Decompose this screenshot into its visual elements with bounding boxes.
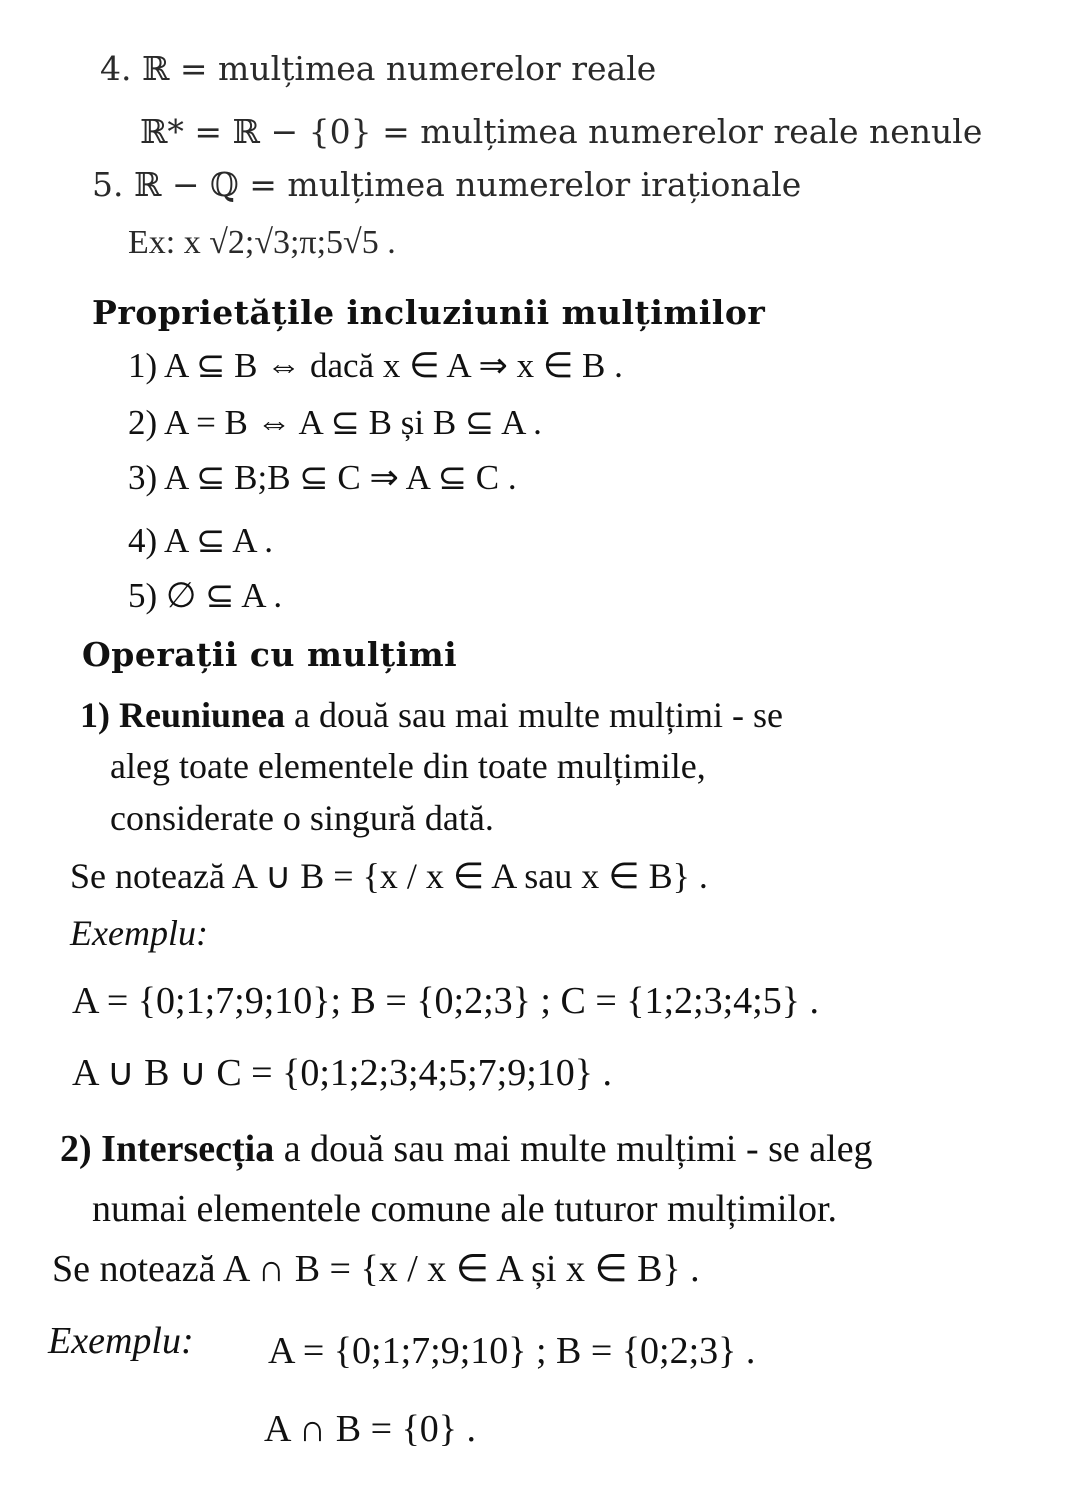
union-definition-rest: a două sau mai multe mulțimi - se [294, 695, 783, 735]
intersection-number: 2) [60, 1128, 92, 1170]
intersection-example-label: Exemplu: [48, 1320, 194, 1362]
intersection-term: Intersecția [101, 1128, 275, 1170]
heading-inclusion-properties: Proprietățile incluziunii mulțimilor [92, 293, 766, 332]
union-example-sets: A = {0;1;7;9;10}; B = {0;2;3} ; C = {1;2;3;4;5} . [72, 980, 819, 1022]
union-definition-line-3: considerate o singură dată. [110, 798, 494, 838]
union-example-label: Exemplu: [70, 913, 208, 953]
intersection-definition-line-2: numai elementele comune ale tuturor mulțimilor. [92, 1188, 838, 1230]
intersection-example-result: A ∩ B = {0} . [264, 1408, 477, 1450]
union-example-result: A ∪ B ∪ C = {0;1;2;3;4;5;7;9;10} . [72, 1052, 613, 1094]
intersection-example-sets: A = {0;1;7;9;10} ; B = {0;2;3} . [268, 1330, 756, 1372]
property-5: 5) ∅ ⊆ A . [128, 576, 283, 615]
line-nonzero-reals: ℝ* = ℝ − {0} = mulțimea numerelor reale nenule [140, 112, 983, 151]
intersection-definition-rest: a două sau mai multe mulțimi - se aleg [283, 1128, 873, 1170]
union-definition-line-1 [80, 697, 783, 733]
property-3: 3) A ⊆ B;B ⊆ C ⇒ A ⊆ C . [128, 458, 517, 497]
property-1: 1) A ⊆ B ⇔ dacă x ∈ A ⇒ x ∈ B . [128, 346, 623, 385]
line-irrationals: 5. ℝ − ℚ = mulțimea numerelor iraționale [92, 165, 802, 204]
heading-set-operations: Operații cu mulțimi [82, 635, 458, 674]
union-number: 1) [80, 695, 110, 735]
intersection-notation: Se notează A ∩ B = {x / x ∈ A și x ∈ B} . [52, 1248, 700, 1290]
union-notation: Se notează A ∪ B = {x / x ∈ A sau x ∈ B} . [70, 856, 708, 896]
union-term: Reuniunea [119, 695, 286, 735]
line-real-numbers: 4. ℝ = mulțimea numerelor reale [100, 49, 657, 88]
intersection-definition-line-1 [60, 1130, 873, 1168]
property-2: 2) A = B ⇔ A ⊆ B și B ⊆ A . [128, 403, 542, 442]
line-irrational-examples: Ex: x √2;√3;π;5√5 . [128, 224, 396, 261]
property-4: 4) A ⊆ A . [128, 521, 274, 560]
union-definition-line-2: aleg toate elementele din toate mulțimile, [110, 746, 706, 786]
